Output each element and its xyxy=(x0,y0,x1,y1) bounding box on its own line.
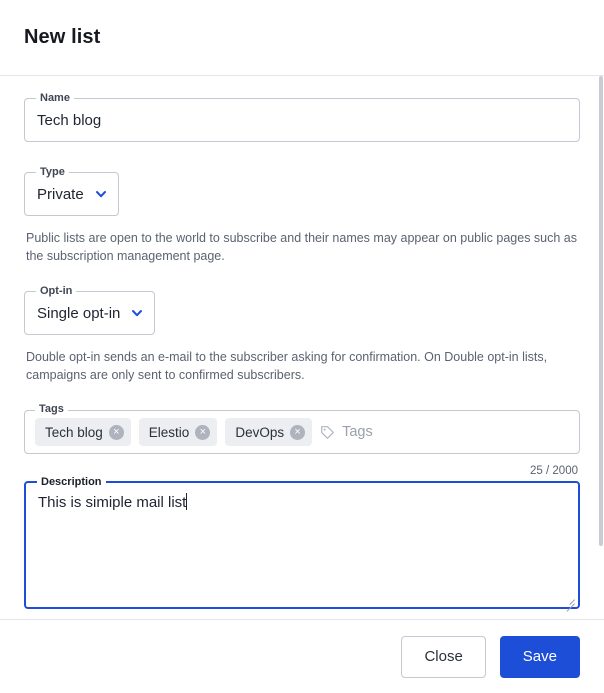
type-label: Type xyxy=(36,166,69,178)
description-textarea[interactable]: This is simiple mail list xyxy=(38,494,187,511)
tag-icon xyxy=(320,425,335,440)
remove-tag-icon[interactable]: × xyxy=(195,425,210,440)
tag-chip-label: DevOps xyxy=(235,424,285,440)
tag-chip[interactable] xyxy=(35,418,131,446)
type-select-value: Private xyxy=(37,185,84,203)
page-title: New list xyxy=(24,26,101,48)
remove-tag-icon[interactable]: × xyxy=(290,425,305,440)
optin-select[interactable] xyxy=(24,285,155,335)
chevron-down-icon[interactable] xyxy=(94,187,108,201)
close-button[interactable]: Close xyxy=(401,636,485,678)
vertical-scrollbar[interactable] xyxy=(598,76,604,606)
tags-input-outline[interactable] xyxy=(24,403,580,454)
tags-placeholder: Tags xyxy=(342,424,373,440)
optin-label: Opt-in xyxy=(36,285,76,297)
chevron-down-icon[interactable] xyxy=(130,306,144,320)
tags-field xyxy=(24,403,580,454)
save-button[interactable]: Save xyxy=(500,636,580,678)
remove-tag-icon[interactable]: × xyxy=(109,425,124,440)
name-input[interactable] xyxy=(37,112,567,129)
description-label: Description xyxy=(37,476,106,488)
type-field xyxy=(24,166,119,216)
tag-chip-label: Tech blog xyxy=(45,424,103,440)
dialog-footer xyxy=(0,619,604,693)
name-label: Name xyxy=(36,92,74,104)
optin-helper-text: Double opt-in sends an e-mail to the subscriber asking for confirmation. On Double opt-in lists, campaigns are only sent to confirmed subscribers. xyxy=(26,350,548,382)
type-select[interactable] xyxy=(24,166,119,216)
tag-chip-label: Elestio xyxy=(148,424,190,440)
optin-field xyxy=(24,285,155,335)
optin-select-value: Single opt-in xyxy=(37,304,121,322)
description-field xyxy=(24,476,580,609)
scrollbar-thumb[interactable] xyxy=(599,76,603,546)
tag-chip[interactable] xyxy=(139,418,218,446)
description-char-counter: 25 / 2000 xyxy=(530,465,578,477)
tag-chip[interactable] xyxy=(225,418,312,446)
name-field xyxy=(24,92,580,142)
type-helper-text: Public lists are open to the world to subscribe and their names may appear on public pages such as the subscription management page. xyxy=(26,231,578,263)
dialog-header xyxy=(0,0,604,76)
description-input-outline[interactable] xyxy=(24,476,580,609)
dialog-body xyxy=(0,76,604,619)
tags-input[interactable] xyxy=(320,424,569,440)
text-caret xyxy=(186,493,187,510)
resize-handle-icon[interactable] xyxy=(564,593,575,604)
tags-label: Tags xyxy=(35,403,68,415)
name-input-outline[interactable] xyxy=(24,92,580,142)
